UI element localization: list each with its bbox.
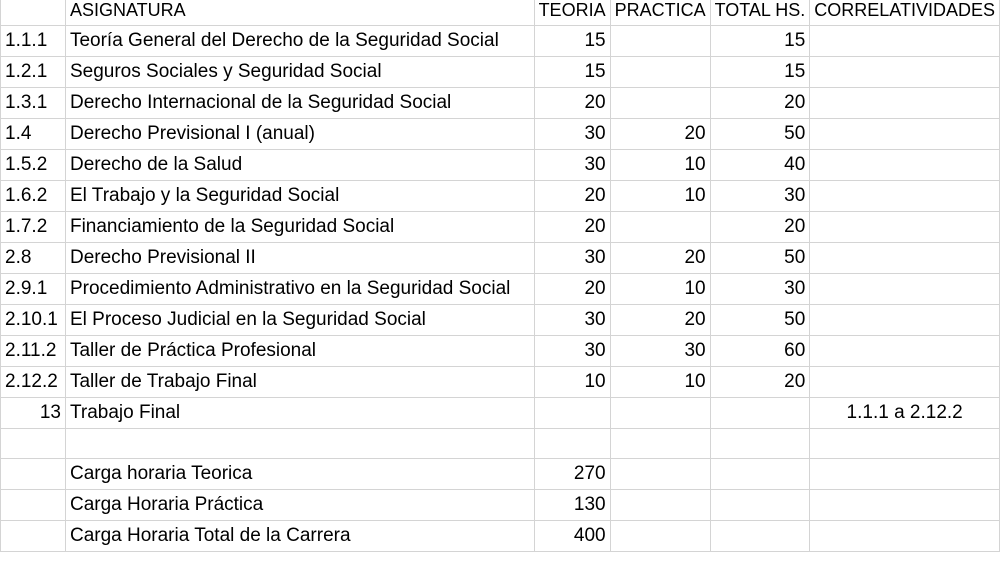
cell-practica[interactable]: 20	[610, 119, 710, 150]
header-asignatura[interactable]: ASIGNATURA	[65, 0, 534, 26]
cell-teoria[interactable]: 30	[534, 150, 610, 181]
cell-practica[interactable]	[610, 26, 710, 57]
cell-code[interactable]: 13	[1, 398, 66, 429]
cell-asignatura[interactable]: Taller de Práctica Profesional	[65, 336, 534, 367]
cell-total[interactable]: 30	[710, 274, 810, 305]
cell-code[interactable]: 2.9.1	[1, 274, 66, 305]
summary-row	[1, 521, 1000, 552]
cell-total[interactable]: 15	[710, 57, 810, 88]
summary-value[interactable]: 130	[534, 490, 610, 521]
summary-label[interactable]: Carga Horaria Práctica	[65, 490, 534, 521]
summary-value[interactable]: 270	[534, 459, 610, 490]
cell-asignatura[interactable]: Derecho Internacional de la Seguridad Social	[65, 88, 534, 119]
cell-code[interactable]: 1.4	[1, 119, 66, 150]
table-row	[1, 57, 1000, 88]
cell-correlatividades[interactable]	[810, 367, 1000, 398]
cell-code[interactable]: 1.7.2	[1, 212, 66, 243]
cell-correlatividades[interactable]	[810, 26, 1000, 57]
cell-teoria[interactable]: 20	[534, 88, 610, 119]
empty-cell[interactable]	[1, 521, 66, 552]
cell-total[interactable]	[710, 398, 810, 429]
empty-cell[interactable]	[810, 490, 1000, 521]
table-row	[1, 243, 1000, 274]
summary-row	[1, 459, 1000, 490]
cell-total[interactable]: 50	[710, 119, 810, 150]
cell-total[interactable]: 60	[710, 336, 810, 367]
cell-practica[interactable]	[610, 57, 710, 88]
cell-asignatura[interactable]: Taller de Trabajo Final	[65, 367, 534, 398]
cell-practica[interactable]	[610, 88, 710, 119]
cell-teoria[interactable]: 30	[534, 119, 610, 150]
cell-correlatividades[interactable]	[810, 243, 1000, 274]
empty-cell[interactable]	[1, 490, 66, 521]
table-row	[1, 305, 1000, 336]
cell-total[interactable]: 20	[710, 212, 810, 243]
cell-teoria[interactable]: 20	[534, 212, 610, 243]
table-row	[1, 212, 1000, 243]
cell-asignatura[interactable]: Derecho de la Salud	[65, 150, 534, 181]
cell-correlatividades[interactable]	[810, 119, 1000, 150]
cell-practica[interactable]: 10	[610, 181, 710, 212]
cell-code[interactable]: 1.6.2	[1, 181, 66, 212]
cell-asignatura[interactable]: El Proceso Judicial en la Seguridad Social	[65, 305, 534, 336]
cell-teoria[interactable]: 30	[534, 305, 610, 336]
cell-teoria[interactable]: 30	[534, 243, 610, 274]
cell-asignatura[interactable]: Seguros Sociales y Seguridad Social	[65, 57, 534, 88]
cell-teoria[interactable]: 15	[534, 26, 610, 57]
cell-correlatividades[interactable]	[810, 150, 1000, 181]
cell-practica[interactable]: 20	[610, 305, 710, 336]
cell-code[interactable]: 1.3.1	[1, 88, 66, 119]
summary-label[interactable]: Carga Horaria Total de la Carrera	[65, 521, 534, 552]
header-total[interactable]: TOTAL HS.	[710, 0, 810, 26]
cell-code[interactable]: 1.2.1	[1, 57, 66, 88]
header-practica[interactable]: PRACTICA	[610, 0, 710, 26]
cell-code[interactable]: 2.10.1	[1, 305, 66, 336]
summary-row	[1, 490, 1000, 521]
empty-cell[interactable]	[610, 459, 710, 490]
cell-correlatividades[interactable]: 1.1.1 a 2.12.2	[810, 398, 1000, 429]
empty-cell[interactable]	[810, 429, 1000, 459]
header-correlatividades[interactable]: CORRELATIVIDADES	[810, 0, 1000, 26]
table-row	[1, 274, 1000, 305]
empty-cell[interactable]	[710, 521, 810, 552]
cell-total[interactable]: 20	[710, 88, 810, 119]
cell-total[interactable]: 50	[710, 243, 810, 274]
cell-total[interactable]: 20	[710, 367, 810, 398]
cell-code[interactable]: 2.12.2	[1, 367, 66, 398]
cell-practica[interactable]: 30	[610, 336, 710, 367]
empty-cell[interactable]	[1, 429, 66, 459]
cell-correlatividades[interactable]	[810, 212, 1000, 243]
cell-correlatividades[interactable]	[810, 88, 1000, 119]
cell-total[interactable]: 30	[710, 181, 810, 212]
cell-practica[interactable]: 10	[610, 274, 710, 305]
header-row	[1, 0, 1000, 26]
cell-asignatura[interactable]: Trabajo Final	[65, 398, 534, 429]
empty-row	[1, 429, 1000, 459]
cell-total[interactable]: 15	[710, 26, 810, 57]
cell-asignatura[interactable]: Financiamiento de la Seguridad Social	[65, 212, 534, 243]
cell-teoria[interactable]: 10	[534, 367, 610, 398]
table-row	[1, 26, 1000, 57]
cell-practica[interactable]	[610, 398, 710, 429]
cell-teoria[interactable]: 30	[534, 336, 610, 367]
cell-header-code[interactable]	[1, 0, 66, 26]
cell-total[interactable]: 40	[710, 150, 810, 181]
empty-cell[interactable]	[710, 429, 810, 459]
cell-asignatura[interactable]: Teoría General del Derecho de la Seguridad Social	[65, 26, 534, 57]
empty-cell[interactable]	[610, 490, 710, 521]
header-teoria[interactable]: TEORIA	[534, 0, 610, 26]
summary-value[interactable]: 400	[534, 521, 610, 552]
table-row	[1, 88, 1000, 119]
cell-correlatividades[interactable]	[810, 57, 1000, 88]
cell-asignatura[interactable]: Derecho Previsional II	[65, 243, 534, 274]
empty-cell[interactable]	[710, 490, 810, 521]
cell-asignatura[interactable]: El Trabajo y la Seguridad Social	[65, 181, 534, 212]
table-row	[1, 367, 1000, 398]
cell-asignatura[interactable]: Derecho Previsional I (anual)	[65, 119, 534, 150]
table-row	[1, 150, 1000, 181]
empty-cell[interactable]	[710, 459, 810, 490]
empty-cell[interactable]	[810, 459, 1000, 490]
cell-teoria[interactable]: 20	[534, 181, 610, 212]
table-row	[1, 181, 1000, 212]
cell-practica[interactable]: 20	[610, 243, 710, 274]
empty-cell[interactable]	[534, 429, 610, 459]
cell-practica[interactable]: 10	[610, 367, 710, 398]
cell-code[interactable]: 1.1.1	[1, 26, 66, 57]
empty-cell[interactable]	[610, 521, 710, 552]
cell-teoria[interactable]: 15	[534, 57, 610, 88]
cell-teoria[interactable]: 20	[534, 274, 610, 305]
summary-label[interactable]: Carga horaria Teorica	[65, 459, 534, 490]
cell-correlatividades[interactable]	[810, 336, 1000, 367]
empty-cell[interactable]	[810, 521, 1000, 552]
table-row	[1, 336, 1000, 367]
cell-code[interactable]: 2.11.2	[1, 336, 66, 367]
empty-cell[interactable]	[610, 429, 710, 459]
empty-cell[interactable]	[1, 459, 66, 490]
cell-code[interactable]: 2.8	[1, 243, 66, 274]
cell-correlatividades[interactable]	[810, 274, 1000, 305]
cell-code[interactable]: 1.5.2	[1, 150, 66, 181]
cell-asignatura[interactable]: Procedimiento Administrativo en la Seguridad Social	[65, 274, 534, 305]
table-row	[1, 119, 1000, 150]
cell-correlatividades[interactable]	[810, 305, 1000, 336]
cell-correlatividades[interactable]	[810, 181, 1000, 212]
cell-practica[interactable]: 10	[610, 150, 710, 181]
cell-practica[interactable]	[610, 212, 710, 243]
cell-teoria[interactable]	[534, 398, 610, 429]
table-row	[1, 398, 1000, 429]
cell-total[interactable]: 50	[710, 305, 810, 336]
empty-cell[interactable]	[65, 429, 534, 459]
